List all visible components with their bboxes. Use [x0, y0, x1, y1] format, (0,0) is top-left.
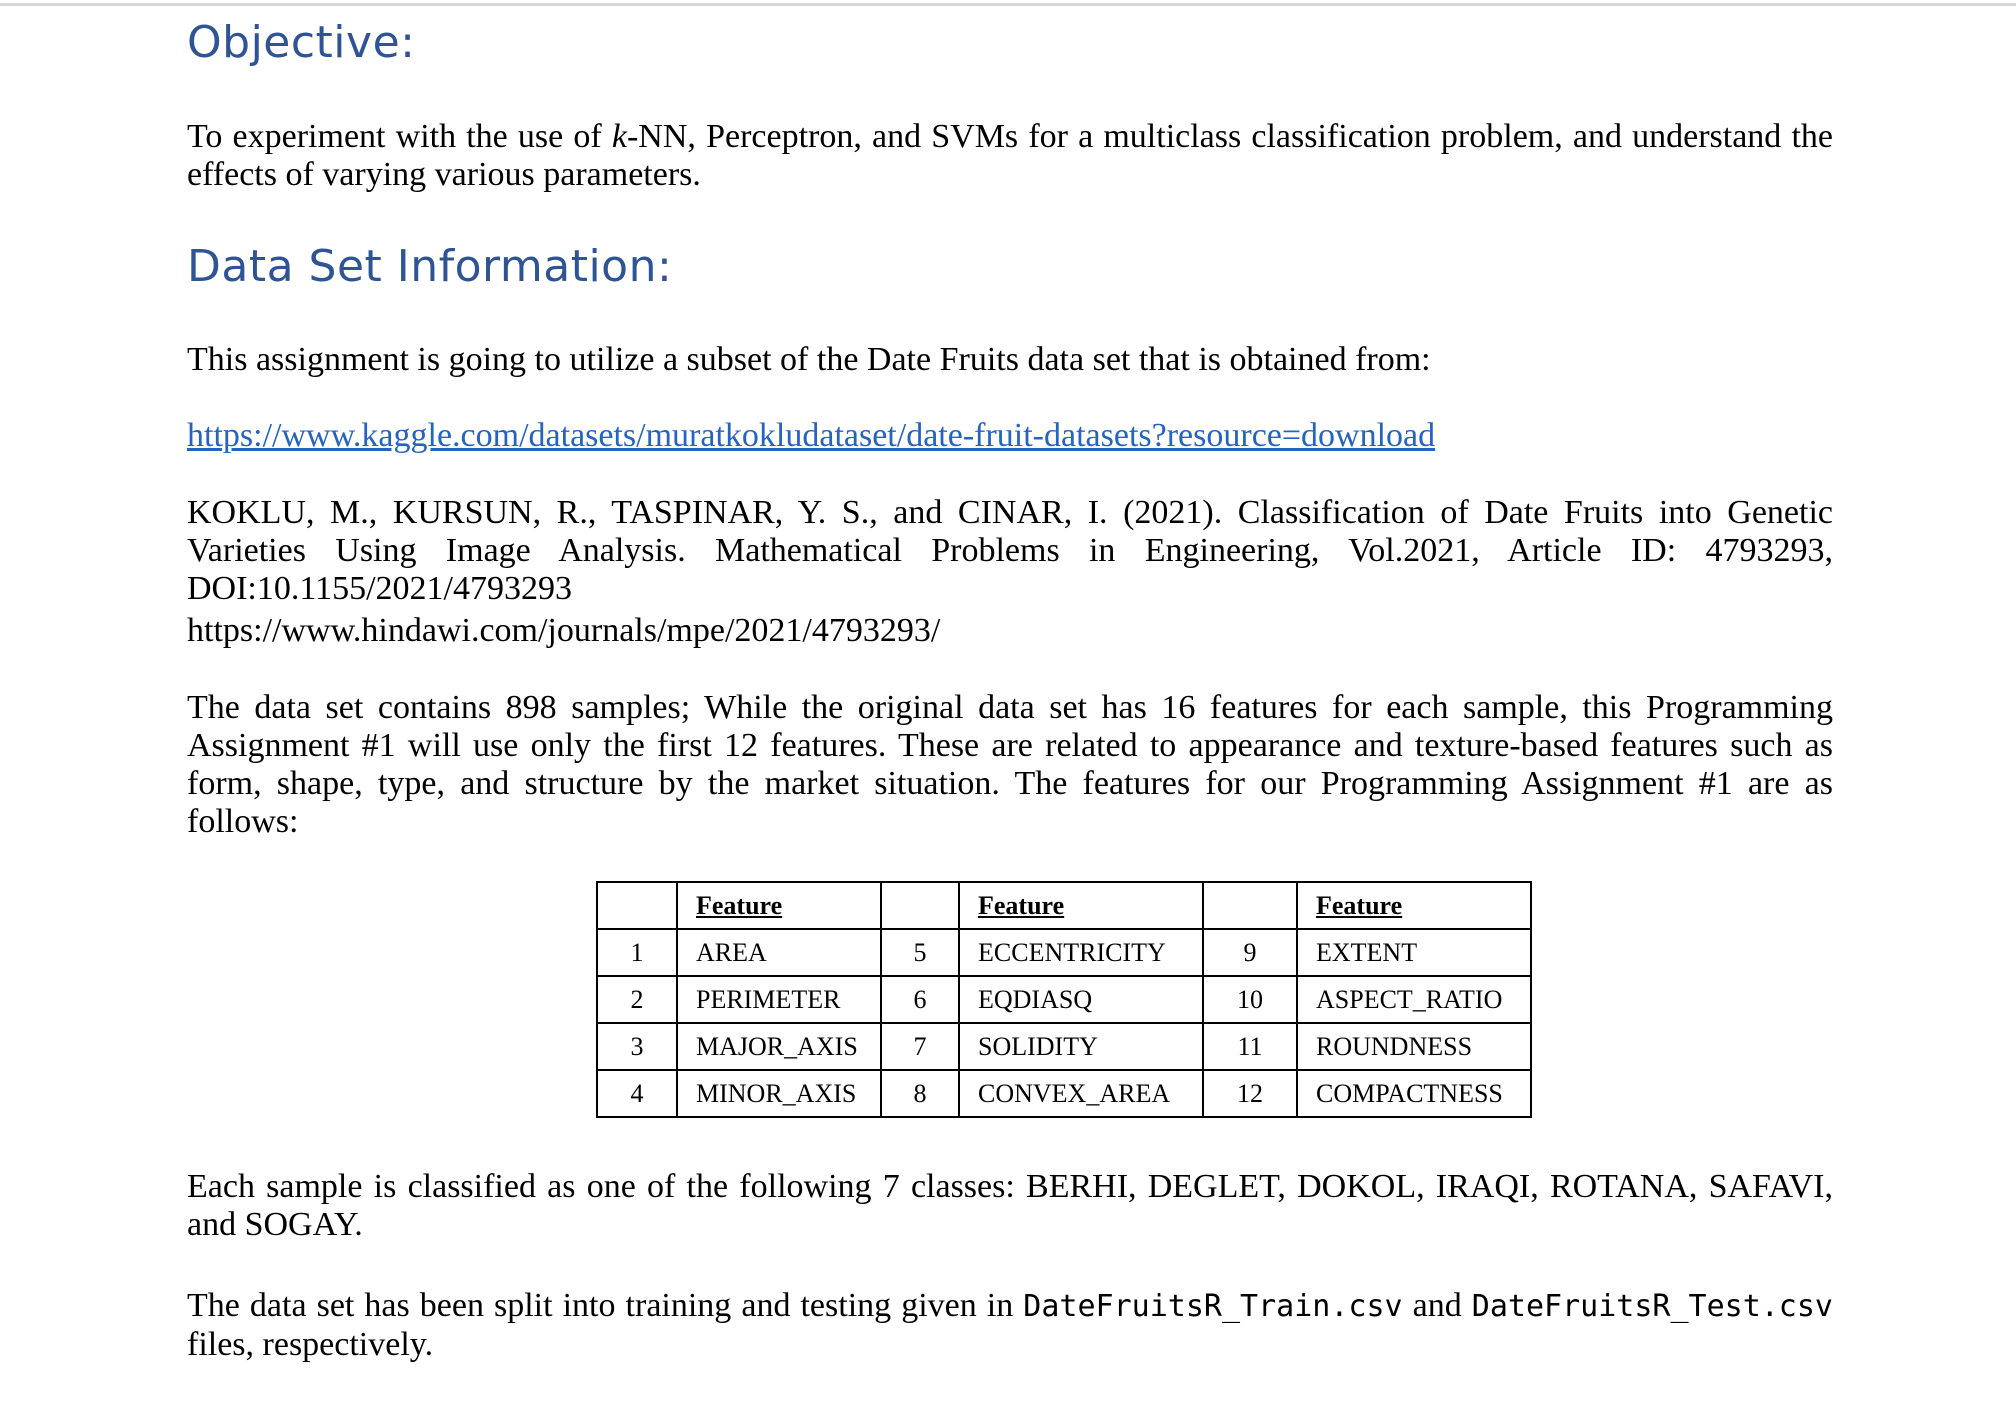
hindawi-url: https://www.hindawi.com/journals/mpe/2021/4793293/: [187, 612, 941, 649]
feature-number: 11: [1203, 1023, 1297, 1070]
feature-name: EQDIASQ: [959, 976, 1203, 1023]
dataset-heading: Data Set Information:: [187, 241, 673, 292]
table-header-row: [597, 882, 1531, 929]
dataset-description: The data set contains 898 samples; While the original data set has 16 features for each sample, this Programming Assignment #1 will use only the first 12 features. These are related to appearance and texture-based features such as form, shape, type, and structure by the market situation. The features for our Programming Assignment #1 are as follows:: [187, 689, 1833, 840]
classes-text: Each sample is classified as one of the following 7 classes: BERHI, DEGLET, DOKOL, IRAQI, ROTANA, SAFAVI, and SOGAY.: [187, 1168, 1833, 1243]
split-suffix: files, respectively.: [187, 1326, 434, 1363]
feature-number: 8: [881, 1070, 959, 1117]
feature-name: ECCENTRICITY: [959, 929, 1203, 976]
feature-number: 4: [597, 1070, 677, 1117]
kaggle-link[interactable]: https://www.kaggle.com/datasets/muratkokludataset/date-fruit-datasets?resource=download: [187, 417, 1436, 454]
table-row: [597, 929, 1531, 976]
feature-name: SOLIDITY: [959, 1023, 1203, 1070]
feature-number: 1: [597, 929, 677, 976]
split-prefix: The data set has been split into training and testing given in: [187, 1287, 1014, 1324]
features-table: [596, 881, 1532, 1118]
feature-number: 9: [1203, 929, 1297, 976]
feature-number: 12: [1203, 1070, 1297, 1117]
feature-name: EXTENT: [1297, 929, 1531, 976]
table-header-feature: Feature: [677, 882, 881, 929]
split-text: [187, 1287, 1833, 1364]
feature-name: PERIMETER: [677, 976, 881, 1023]
dataset-intro: This assignment is going to utilize a subset of the Date Fruits data set that is obtained from:: [187, 341, 1431, 378]
feature-name: AREA: [677, 929, 881, 976]
feature-name: MINOR_AXIS: [677, 1070, 881, 1117]
table-row: [597, 976, 1531, 1023]
table-header-number: [597, 882, 677, 929]
feature-number: 2: [597, 976, 677, 1023]
citation-text: KOKLU, M., KURSUN, R., TASPINAR, Y. S., and CINAR, I. (2021). Classification of Date Fruits into Genetic Varieties Using Image Analysis. Mathematical Problems in Engineering, Vol.2021, Article ID: 4793293, DOI:10.1155/2021/4793293: [187, 494, 1833, 607]
feature-name: ROUNDNESS: [1297, 1023, 1531, 1070]
top-divider: [0, 3, 2016, 6]
feature-name: ASPECT_RATIO: [1297, 976, 1531, 1023]
table-row: [597, 1070, 1531, 1117]
feature-number: 6: [881, 976, 959, 1023]
feature-name: CONVEX_AREA: [959, 1070, 1203, 1117]
feature-number: 3: [597, 1023, 677, 1070]
feature-number: 7: [881, 1023, 959, 1070]
table-header-number: [1203, 882, 1297, 929]
objective-heading: Objective:: [187, 17, 416, 68]
feature-name: COMPACTNESS: [1297, 1070, 1531, 1117]
feature-number: 5: [881, 929, 959, 976]
table-header-number: [881, 882, 959, 929]
test-filename: DateFruitsR_Test.csv: [1471, 1289, 1833, 1324]
table-row: [597, 1023, 1531, 1070]
table-header-feature: Feature: [959, 882, 1203, 929]
objective-text: To experiment with the use of k-NN, Perceptron, and SVMs for a multiclass classification problem, and understand the effects of varying various parameters.: [187, 118, 1833, 193]
table-header-feature: Feature: [1297, 882, 1531, 929]
train-filename: DateFruitsR_Train.csv: [1023, 1289, 1403, 1324]
split-and: and: [1412, 1287, 1462, 1324]
feature-name: MAJOR_AXIS: [677, 1023, 881, 1070]
feature-number: 10: [1203, 976, 1297, 1023]
